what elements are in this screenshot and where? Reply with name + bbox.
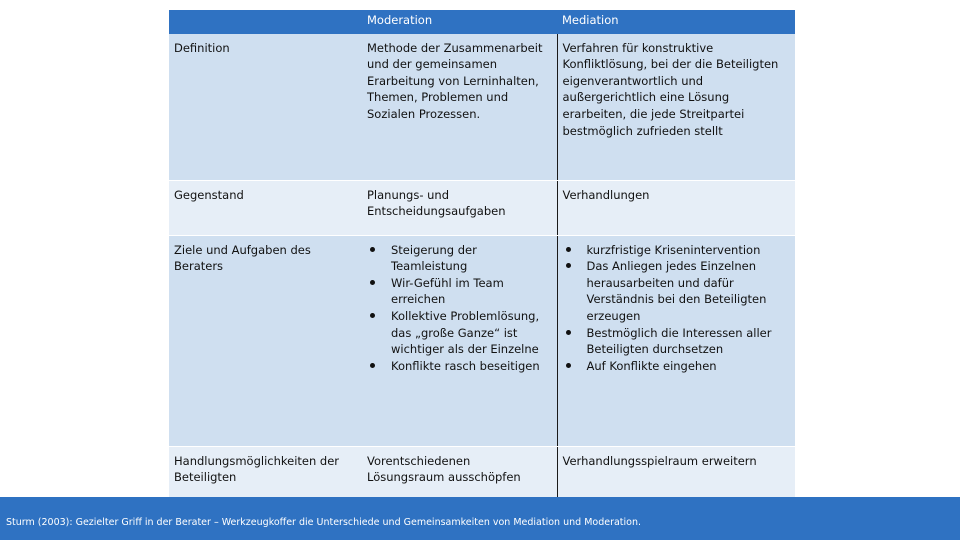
table-header-row [169,10,795,34]
handlung-moderation-cell: Vorentschiedenen Lösungsraum ausschöpfen [362,446,557,497]
footer-bar [0,497,960,540]
ziele-mediation-cell [557,235,795,446]
moderation-goals-list [367,242,551,375]
list-item: Auf Konflikte eingehen [563,358,790,375]
table-row-gegenstand [169,180,795,235]
ziele-moderation-cell [362,235,557,446]
gegenstand-mediation-cell: Verhandlungen [557,180,795,235]
table-row-handlungsmoeglichkeiten [169,446,795,497]
list-item: Bestmöglich die Interessen aller Beteiligten durchsetzen [563,325,790,358]
list-item: Das Anliegen jedes Einzelnen herausarbeiten und dafür Verständnis bei den Beteiligten erzeugen [563,258,790,324]
header-empty-cell [169,10,362,34]
list-item: Steigerung der Teamleistung [367,242,551,275]
table-row-definition [169,34,795,181]
header-moderation: Moderation [362,10,557,34]
row-label-gegenstand: Gegenstand [169,180,362,235]
list-item: kurzfristige Krisenintervention [563,242,790,259]
row-label-ziele: Ziele und Aufgaben des Beraters [169,235,362,446]
definition-mediation-cell: Verfahren für konstruktive Konfliktlösung, bei der die Beteiligten eigenverantwortlich und außergerichtlich eine Lösung erarbeiten, die jede Streitpartei bestmöglich zufrieden stellt [557,34,795,181]
gegenstand-moderation-cell: Planungs- und Entscheidungsaufgaben [362,180,557,235]
source-citation: Sturm (2003): Gezielter Griff in der Berater – Werkzeugkoffer die Unterschiede und Gemeinsamkeiten von Mediation und Moderation. [6,517,642,528]
handlung-mediation-cell: Verhandlungsspielraum erweitern [557,446,795,497]
row-label-handlungsmoeglichkeiten: Handlungsmöglichkeiten der Beteiligten [169,446,362,497]
header-mediation: Mediation [557,10,795,34]
mediation-goals-list [563,242,790,375]
comparison-table [169,10,795,498]
list-item: Wir-Gefühl im Team erreichen [367,275,551,308]
list-item: Konflikte rasch beseitigen [367,358,551,375]
comparison-table-container [169,10,795,494]
definition-moderation-cell: Methode der Zusammenarbeit und der gemeinsamen Erarbeitung von Lerninhalten, Themen, Problemen und Sozialen Prozessen. [362,34,557,181]
list-item: Kollektive Problemlösung, das „große Ganze“ ist wichtiger als der Einzelne [367,308,551,358]
table-row-ziele [169,235,795,446]
row-label-definition: Definition [169,34,362,181]
